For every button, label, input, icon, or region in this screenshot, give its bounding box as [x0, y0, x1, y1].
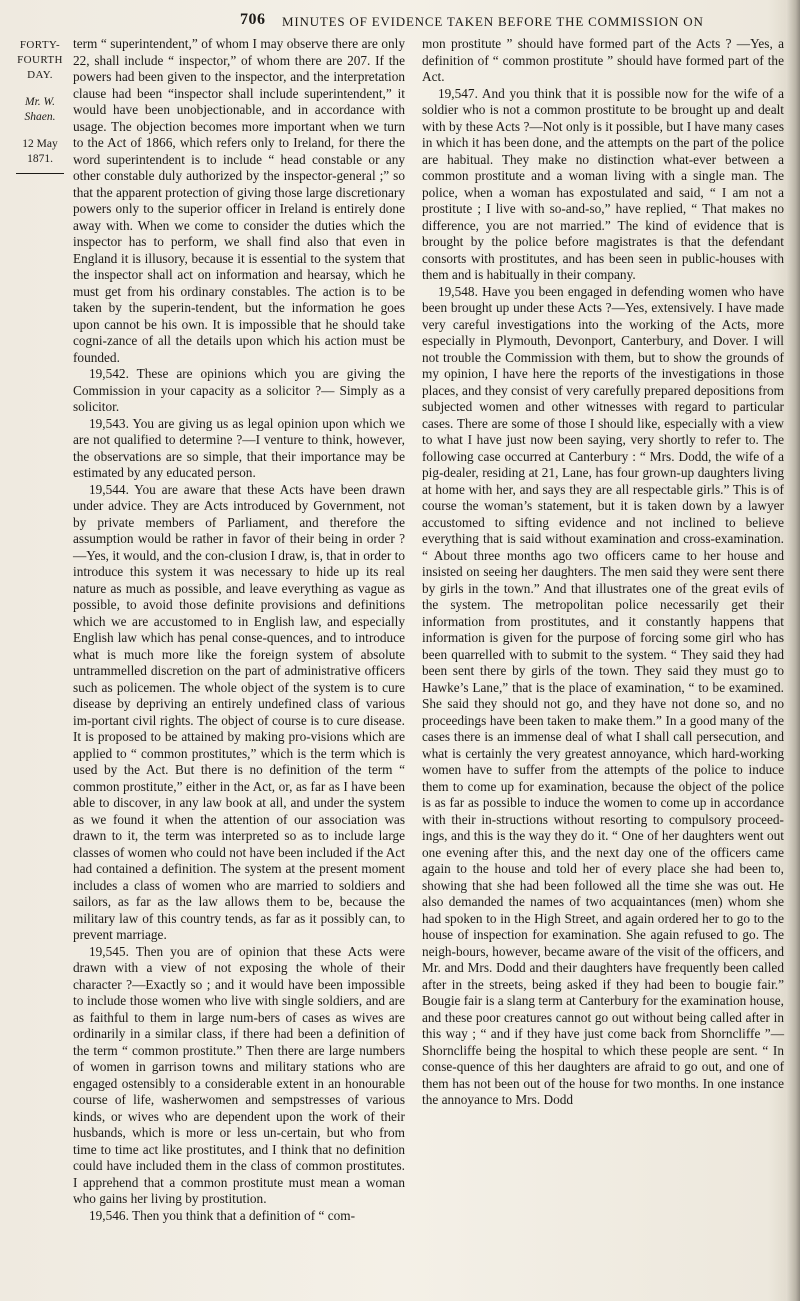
margin-day-line-1: FORTY-	[19, 39, 61, 51]
running-header	[0, 8, 800, 34]
page-edge-shadow	[786, 0, 800, 1301]
left-column	[73, 36, 405, 1224]
paragraph: term “ superintendent,” of whom I may observe there are only 22, shall include “ inspector,” of whom there are 207. If the powers had been given to the inspector, and the interpretation clause had been “inspector shall include superintendent,” it would have been unobjectionable, and in accordance with usage. The objection becomes more important when we turn to the Act of 1866, which refers only to Ireland, for there the word superintendent is to include “ head constable or any other constable duly authorized by the inspector-general ;” so that the apparent protection of giving those large discretionary powers only to the superior officer in Ireland is entirely done away with. When we come to consider the duties which the inspector has to perform, we shall find also that even in England it is illusory, because it is essential to the system that the inspector shall act on information and hearsay, which he must get from his ordinary constables. The action is to be taken by the superin-tendent, but the information he goes upon cannot be his own. It is impossible that he should take cogni-zance of all the details upon which his action must be founded.	[73, 36, 405, 365]
margin-witness: Mr. W. Shaen.	[24, 96, 56, 123]
margin-rule	[16, 173, 64, 174]
paragraph: 19,542. These are opinions which you are giving the Commission in your capacity as a solicitor ?— Simply as a solicitor.	[73, 366, 405, 414]
paragraph: 19,548. Have you been engaged in defending women who have been brought up under these Acts ?—Yes, extensively. I have made very careful investigations into the working of the Acts, more especially in Plymouth, Devonport, Canterbury, and Dover. I will not trouble the Commission with them, but to show the grounds of my opinion, I have here the reports of the investigations in those places, and they consist of very carefully prepared depositions from subjected women and other witnesses with regard to particular cases. There are some of those I should like, especially with a view to what I have just now been saying, very shortly to refer to. The following case occurred at Canterbury : “ Mrs. Dodd, the wife of a pig-dealer, residing at 21, Lane, has four grown-up daughters living at home with her, and says they are all respectable girls.” This is of course the woman’s statement, but it is taken down by a lawyer accustomed to sifting evidence and not inclined to believe everything that is said without examination and cross-examination. “ About three months ago two officers came to her house and insisted on seeing her daughters. The men said they were sent there by girls in the town.” And that illustrates one of the great evils of the system. The metropolitan police necessarily get their information from prostitutes, and it constantly happens that information is given for the purpose of forcing some girl who has been quarrelled with to submit to the system. “ They said they had been sent there by girls of the town. They said they must go to Hawke’s Lane,” that is the place of examination, “ to be examined. She said they should not go, and they have not done so, and no proceedings have been taken to make them.” In a good many of the cases there is an immense deal of what I shall call persecution, and what is certainly the very greatest annoyance, which hard-working women have to suffer from the attempts of the police to induce them to come up for examination, because the object of the police is as far as possible to induce the women to come up in accordance with their in-structions without resorting to compulsory proceed-ings, and this is the way they do it. “ One of her daughters went out one evening after this, and the next day one of the officers came again to the house and told her of every place she had been to, showing that she had been followed all the time she was out. He also demanded the names of two acquaintances (men) whom she had spoken to in the High Street, and again ordered her to go to the house of inspection for examination. She again refused to go. The neigh-bours, however, became aware of the visit of the officers, and Mr. and Mrs. Dodd and their daughters have frequently been called after in the streets, being asked if they had been to bougie fair.” Bougie fair is a slang term at Canterbury for the examination house, and these poor creatures cannot go out without being called after in this way ; “ and if they have just come back from Shorncliffe ”—Shorncliffe being the hospital to which these people are sent. “ In conse-quence of this her daughters are afraid to go out, and one of them has not been out of the house for two months. In one instance the annoyance to Mrs. Dodd	[422, 283, 784, 1107]
margin-day-line-2: FOURTH DAY.	[17, 54, 63, 81]
paragraph: 19,547. And you think that it is possible now for the wife of a soldier who is not a common prostitute to be brought up and dealt with by these Acts ?—Not only is it possible, but I have many cases in which it has been done, and the attempts on the part of the police are habitual. They make no distinction what-ever between a common prostitute and a woman living with a single man. The police, when a woman has expostulated and said, “ I am not a prostitute ; I live with so-and-so,” have replied, “ That makes no difference, you are not married.” The kind of evidence that is brought by the police before magistrates is that the defendant consorts with prostitutes, and has been seen in public-houses with them and is habitually in their company.	[422, 85, 784, 282]
paragraph: 19,543. You are giving us as legal opinion upon which we are not qualified to determine ?—I venture to think, however, the observations are so simple, that their importance may be estimated by any educated person.	[73, 415, 405, 480]
margin-date: 12 May 1871.	[22, 138, 58, 165]
right-column	[422, 36, 784, 1109]
paragraph: 19,546. Then you think that a definition of “ com-	[89, 1207, 356, 1223]
running-title: MINUTES OF EVIDENCE TAKEN BEFORE THE COMMISSION ON	[282, 14, 704, 29]
margin-note	[10, 38, 70, 174]
paragraph: 19,544. You are aware that these Acts have been drawn under advice. They are Acts introduced by Government, not by private members of Parliament, and therefore the assumption would be rather in favor of their being in order ?—Yes, it would, and the con-clusion I draw, is, that in order to introduce this system it was necessary to hide up its real nature as much as possible, and leave everything as vague as possible, to avoid those definite provisions and definitions which we are accustomed to in English law, and especially English law which has penal conse-quences, and to introduce what is much more like the foreign system of absolute untrammelled discretion on the part of administrative officers such as policemen. The whole object of the system is to cure disease by depriving an entirely undefined class of various im-portant civil rights. The object of course is to cure disease. It is proposed to be attained by making pro-visions which are applied to “ common prostitutes,” which is the term which is used by the Act. But there is no definition of the term “ common prostitute,” either in the Act, or, as far as I have been able to discover, in any law book at all, and under the system as we found it when the attention of our association was drawn to it, the term was interpreted so as to include large classes of women who could not have been included if the Act had contained a definition. The system at the present moment includes a class of women who are married to soldiers and sailors, as far as the law allows them to be, because the military law of this country tends, as far as it possibly can, to prevent marriage.	[73, 481, 405, 942]
page-number: 706	[240, 11, 266, 28]
paragraph: mon prostitute ” should have formed part of the Acts ? —Yes, a definition of “ common prostitute ” should have formed part of the Act.	[422, 36, 784, 84]
paragraph: 19,545. Then you are of opinion that these Acts were drawn with a view of not exposing the whole of their character ?—Exactly so ; and it would have been impossible to include those women who live with single soldiers, and are as faithful to them in large num-bers of cases as wives are ordinarily in a similar class, if there had been a definition of the term “ common prostitute.” Then there are large numbers of women in garrison towns and military stations who are engaged ostensibly to a considerable extent in an honourable course of life, washerwomen and sempstresses of various kinds, or wives who are dependent upon the work of their husbands, which is more or less un-certain, but who from time to time act like prostitutes, and I think that no definition could have included them in the class of common prostitutes. I apprehend that a common prostitute must mean a woman who gains her living by prostitution.	[73, 943, 405, 1206]
